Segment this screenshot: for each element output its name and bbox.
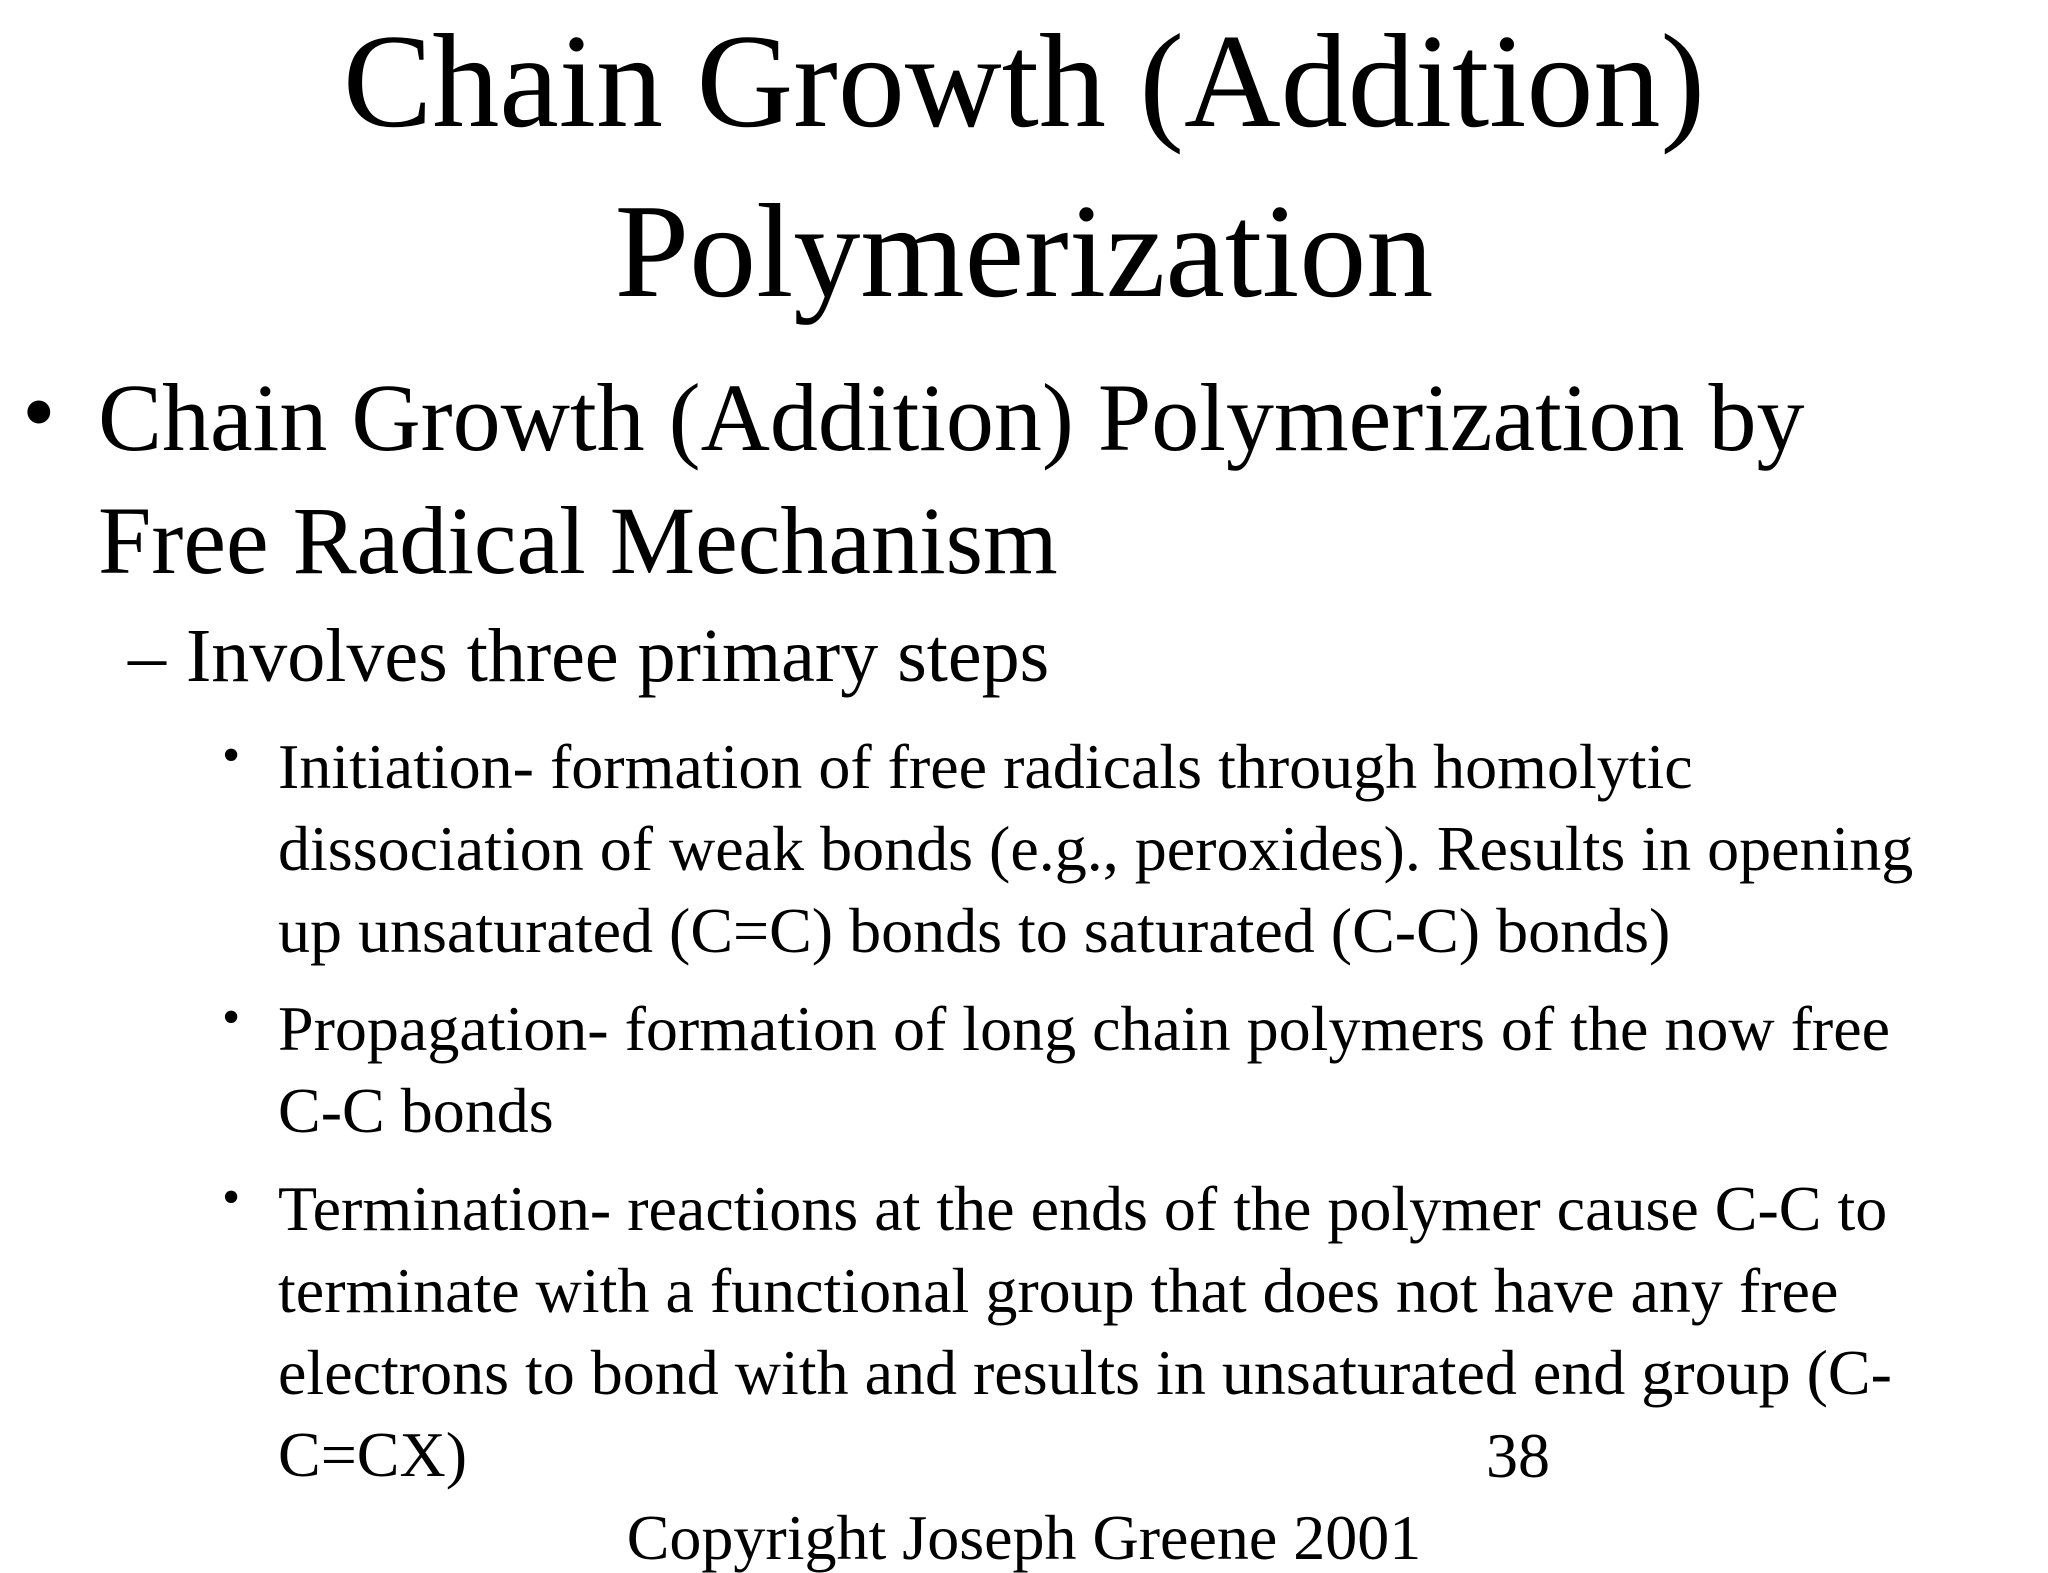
step-line: Propagation- formation of long chain polymers of the now free bbox=[278, 993, 1890, 1064]
main-bullet-line: Free Radical Mechanism bbox=[98, 487, 1058, 594]
page-number: 38 bbox=[1486, 1420, 1550, 1491]
slide-title-line-2: Polymerization bbox=[614, 177, 1434, 325]
step-line: Termination- reactions at the ends of the polymer cause C-C to bbox=[278, 1173, 1888, 1244]
bullet-icon: • bbox=[222, 1169, 241, 1226]
copyright-footer: Copyright Joseph Greene 2001 bbox=[626, 1502, 1422, 1573]
step-line: C-C bonds bbox=[278, 1075, 554, 1146]
slide-title-line-1: Chain Growth (Addition) bbox=[342, 7, 1706, 155]
bullet-icon: • bbox=[222, 989, 241, 1046]
step-text bbox=[278, 726, 2048, 972]
main-bullet-line: Chain Growth (Addition) Polymerization by bbox=[98, 364, 1805, 471]
step-text bbox=[278, 988, 2048, 1152]
step-line: C=CX) bbox=[278, 1419, 467, 1490]
main-bullet-text bbox=[98, 356, 1998, 602]
sub-bullet bbox=[128, 614, 1050, 698]
step-text bbox=[278, 1168, 2048, 1496]
step-line: Initiation- formation of free radicals through homolytic bbox=[278, 731, 1693, 802]
step-line: terminate with a functional group that does not have any free bbox=[278, 1255, 1839, 1326]
sub-bullet-text: Involves three primary steps bbox=[186, 614, 1050, 698]
bullet-icon: • bbox=[22, 358, 56, 465]
step-line: up unsaturated (C=C) bonds to saturated (C-C) bonds) bbox=[278, 895, 1671, 966]
dash-icon: – bbox=[128, 614, 166, 698]
step-line: dissociation of weak bonds (e.g., peroxides). Results in opening bbox=[278, 813, 1914, 884]
bullet-icon: • bbox=[222, 727, 241, 784]
step-line: electrons to bond with and results in unsaturated end group (C- bbox=[278, 1337, 1892, 1408]
